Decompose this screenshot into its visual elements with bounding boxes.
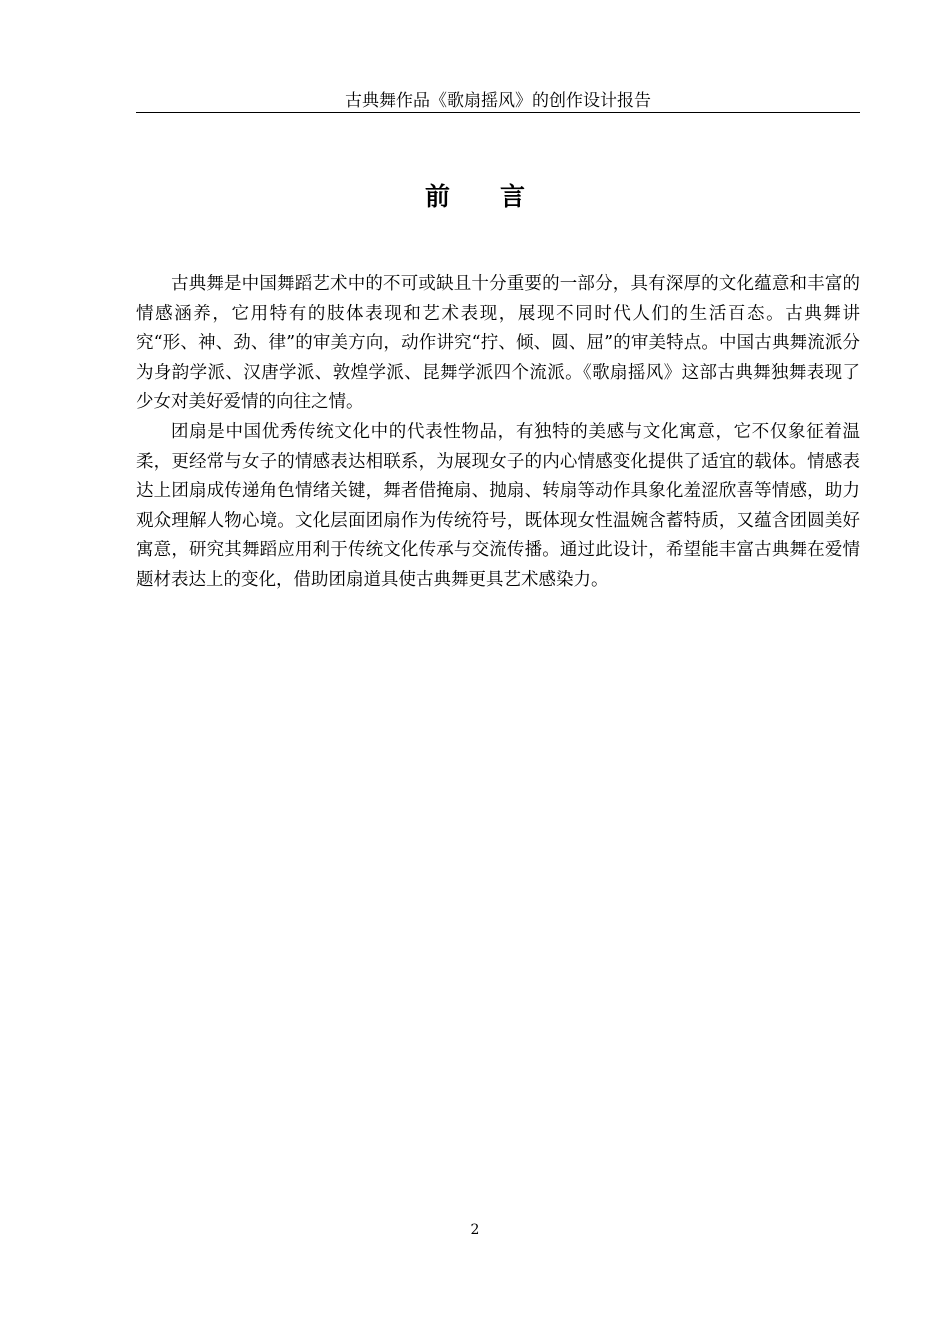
body-text bbox=[136, 270, 860, 596]
header-divider bbox=[136, 112, 860, 113]
section-title: 前言 bbox=[424, 182, 575, 211]
page-number: 2 bbox=[470, 1222, 480, 1238]
running-header: 古典舞作品《歌扇摇风》的创作设计报告 bbox=[345, 91, 651, 111]
paragraph: 古典舞是中国舞蹈艺术中的不可或缺且十分重要的一部分，具有深厚的文化蕴意和丰富的情感涵养，它用特有的肢体表现和艺术表现，展现不同时代人们的生活百态。古典舞讲究“形、神、劲、律”的审美方向，动作讲究“拧、倾、圆、屈”的审美特点。中国古典舞流派分为身韵学派、汉唐学派、敦煌学派、昆舞学派四个流派。《歌扇摇风》这部古典舞独舞表现了少女对美好爱情的向往之情。 bbox=[136, 274, 860, 413]
paragraph: 团扇是中国优秀传统文化中的代表性物品，有独特的美感与文化寓意，它不仅象征着温柔，更经常与女子的情感表达相联系，为展现女子的内心情感变化提供了适宜的载体。情感表达上团扇成传递角色情绪关键，舞者借掩扇、抛扇、转扇等动作具象化羞涩欣喜等情感，助力观众理解人物心境。文化层面团扇作为传统符号，既体现女性温婉含蓄特质，又蕴含团圆美好寓意，研究其舞蹈应用利于传统文化传承与交流传播。通过此设计，希望能丰富古典舞在爱情题材表达上的变化，借助团扇道具使古典舞更具艺术感染力。 bbox=[136, 421, 860, 590]
